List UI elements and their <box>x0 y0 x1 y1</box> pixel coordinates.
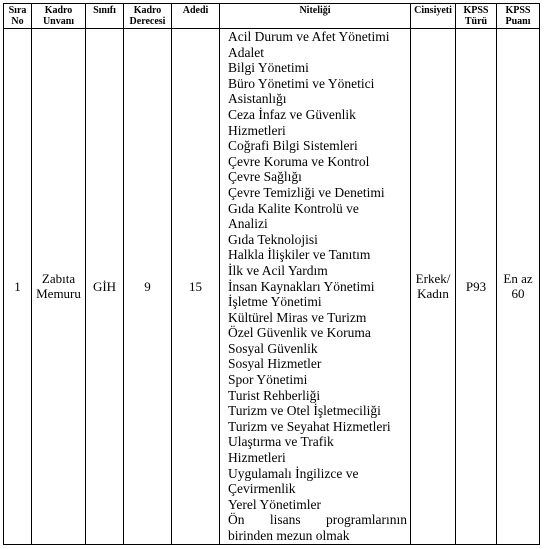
nitelik-line: birinden mezun olmak <box>228 528 350 543</box>
nitelik-line: Analizi <box>228 216 268 232</box>
nitelik-line: Yerel Yönetimler <box>228 496 321 512</box>
kadro-table <box>3 3 540 545</box>
nitelik-line: Çevre Sağlığı <box>228 169 302 185</box>
nitelik-line: Turizm ve Seyahat Hizmetleri <box>228 418 391 434</box>
nitelik-line: İşletme Yönetimi <box>228 294 322 310</box>
nitelik-line: Çevre Temizliği ve Denetimi <box>228 184 385 200</box>
nitelik-line: Gıda Kalite Kontrolü ve <box>228 200 359 216</box>
nitelik-line: Büro Yönetimi ve Yönetici <box>228 75 375 91</box>
nitelik-line: Spor Yönetimi <box>228 372 308 388</box>
nitelik-line: Sosyal Güvenlik <box>228 340 318 356</box>
nitelik-line: Turizm ve Otel İşletmeciliği <box>228 403 381 419</box>
nitelik-line: Ceza İnfaz ve Güvenlik <box>228 106 356 122</box>
nitelik-line: Ulaştırma ve Trafik <box>228 434 334 450</box>
table-row <box>4 29 540 545</box>
nitelik-line: Halkla İlişkiler ve Tanıtım <box>228 247 371 263</box>
nitelik-line: İnsan Kaynakları Yönetimi <box>228 278 375 294</box>
header-niteligi: Niteliği <box>220 4 411 29</box>
nitelik-line: Asistanlığı <box>228 91 287 107</box>
header-sira-no: Sıra No <box>4 4 32 29</box>
nitelik-line: Coğrafi Bilgi Sistemleri <box>228 138 358 154</box>
nitelik-line: Çevirmenlik <box>228 481 296 497</box>
nitelik-line: Uygulamalı İngilizce ve <box>228 465 359 481</box>
header-row <box>4 4 540 29</box>
nitelik-line: Adalet <box>228 44 264 60</box>
nitelik-line: Özel Güvenlik ve Koruma <box>228 325 371 341</box>
header-cinsiyeti: Cinsiyeti <box>411 4 456 29</box>
nitelik-line: İlk ve Acil Yardım <box>228 262 328 278</box>
nitelik-line: Sosyal Hizmetler <box>228 356 322 372</box>
header-kadro-derecesi: Kadro Derecesi <box>124 4 172 29</box>
cell-niteligi <box>220 29 411 545</box>
nitelik-line: Bilgi Yönetimi <box>228 60 309 76</box>
header-sinifi: Sınıfı <box>86 4 124 29</box>
cell-kpss-turu: P93 <box>456 29 497 545</box>
cell-adedi: 15 <box>172 29 220 545</box>
header-adedi: Adedi <box>172 4 220 29</box>
nitelik-line: Hizmetleri <box>228 450 286 466</box>
cell-sira-no: 1 <box>4 29 32 545</box>
header-kpss-turu: KPSS Türü <box>456 4 497 29</box>
nitelik-line: Kültürel Miras ve Turizm <box>228 309 367 325</box>
nitelik-line: Hizmetleri <box>228 122 286 138</box>
nitelik-line: Turist Rehberliği <box>228 387 321 403</box>
header-kadro-unvani: Kadro Unvanı <box>32 4 86 29</box>
header-kpss-puani: KPSS Puanı <box>497 4 540 29</box>
nitelik-line: Gıda Teknolojisi <box>228 231 318 247</box>
nitelik-line: Acil Durum ve Afet Yönetimi <box>228 29 390 44</box>
cell-kadro-unvani: Zabıta Memuru <box>32 29 86 545</box>
cell-kadro-derecesi: 9 <box>124 29 172 545</box>
nitelik-line: Çevre Koruma ve Kontrol <box>228 153 370 169</box>
cell-cinsiyeti: Erkek/ Kadın <box>411 29 456 545</box>
cell-sinifi: GİH <box>86 29 124 545</box>
nitelik-line: Ön lisans programlarının <box>228 512 407 528</box>
cell-kpss-puani: En az 60 <box>497 29 540 545</box>
